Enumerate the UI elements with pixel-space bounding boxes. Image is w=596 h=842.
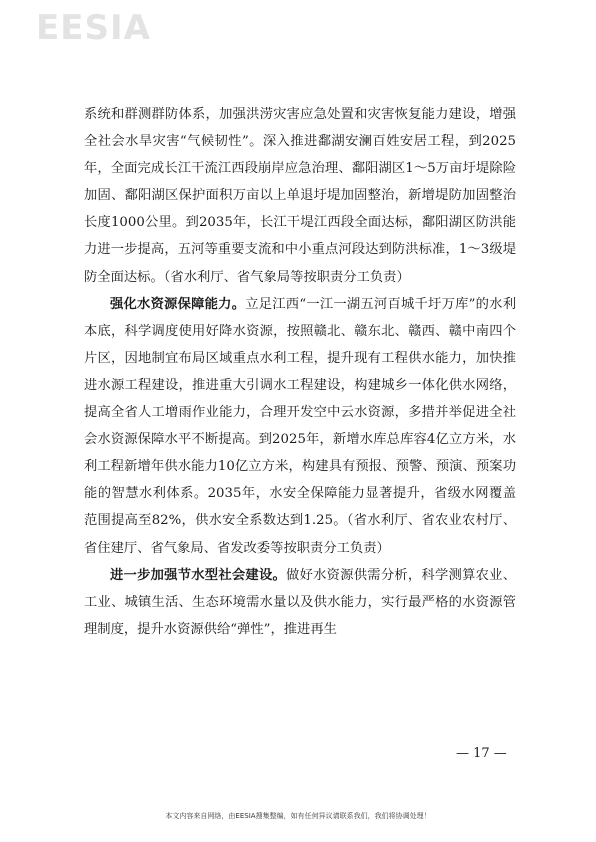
paragraph-heading: 强化水资源保障能力。 — [110, 296, 246, 312]
footer-disclaimer: 本文内容来自网络，由EESIA搜集整编，如有任何异议请联系我们，我们将协调处理！ — [165, 812, 431, 820]
paragraph-text: 做好水资源供需分析，科学测算农业、工业、城镇生活、生态环境需水量以及供水能力，实行最严格的水资源管理制度，提升水资源供给“弹性”，推进再生 — [84, 567, 517, 637]
paragraph-text: 立足江西“一江一湖五河百城千圩万库”的水利本底，科学调度使用好降水资源，按照赣北、赣东北、赣西、赣中南四个片区，因地制宜布局区域重点水利工程，提升现有工程供水能力，加快推进水源工程建设，推进重大引调水工程建设，构建城乡一体化供水网络，提高全省人工增雨作业能力，合理开发空中云水资源，多措并举促进全社会水资源保障水平不断提高。到2025年，新增水库总库容4亿立方米，水利工程新增年供水能力10亿立方米，构建具有预报、预警、预演、预案功能的智慧水利体系。2035年，水安全保障能力显著提升，省级水网覆盖范围提高至82%，供水安全系数达到1.25。（省水利厅、省农业农村厅、省住建厅、省气象局、省发改委等按职责分工负责） — [84, 296, 516, 556]
paragraph-heading: 进一步加强节水型社会建设。 — [110, 567, 287, 583]
paragraph-text: 系统和群测群防体系，加强洪涝灾害应急处置和灾害恢复能力建设，增强全社会水旱灾害“气候韧性”。深入推进鄱湖安澜百姓安居工程，到2025年，全面完成长江干流江西段崩岸应急治理、鄱阳湖区1～5万亩圩堤除险加固、鄱阳湖区保护面积万亩以上单退圩堤加固整治，新增堤防加固整治长度1000公里。到2035年，长江干堤江西段全面达标，鄱阳湖区防洪能力进一步提高，五河等重要支流和中小重点河段达到防洪标准，1～3级堤防全面达标。（省水利厅、省气象局等按职责分工负责） — [84, 107, 516, 285]
paragraph-water-resources — [84, 291, 516, 562]
eesia-logo: EESIA — [36, 8, 151, 48]
paragraph-flood-control — [84, 101, 516, 291]
paragraph-water-saving — [84, 562, 516, 643]
page-number: — 17 — — [456, 746, 507, 761]
document-body — [84, 101, 516, 643]
